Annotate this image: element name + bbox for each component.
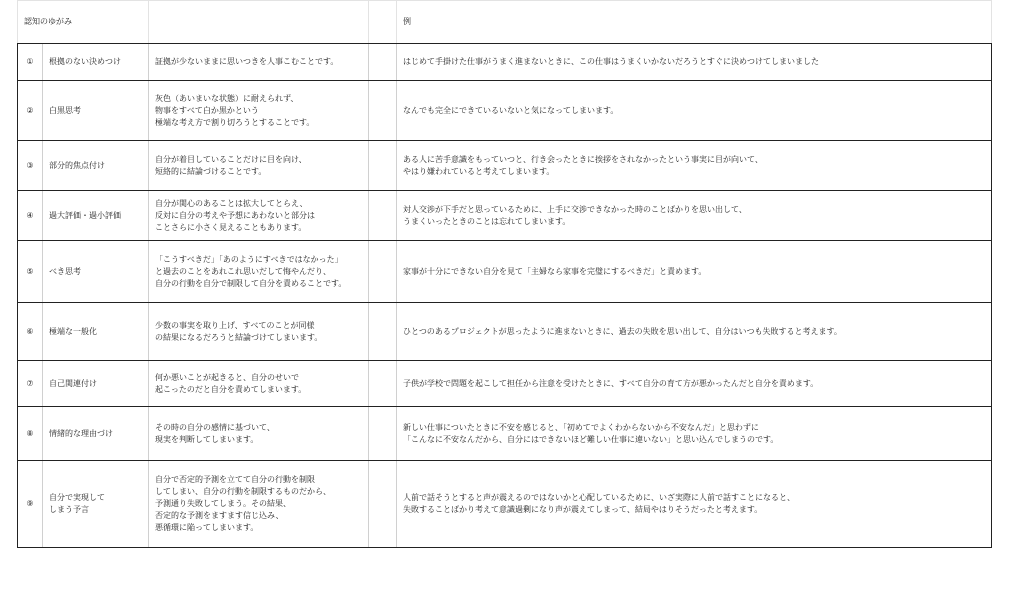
distortion-description-cell-line: 自分の行動を自分で制限して自分を責めることです。 [155, 278, 347, 288]
distortion-name-cell-line: 部分的焦点付け [49, 160, 105, 170]
example-cell-line: ある人に苦手意識をもっていつと、行き会ったときに挨拶をされなかったという事実に目が向いて、 [403, 154, 763, 164]
distortion-description-cell-line: 短絡的に結論づけることです。 [155, 166, 267, 176]
distortion-name-cell [43, 191, 149, 241]
header-example: 例 [403, 17, 411, 26]
distortion-name-cell [43, 241, 149, 303]
distortion-name-cell [43, 81, 149, 141]
distortion-description-cell-line: と過去のことをあれこれ思いだして悔やんだり、 [155, 266, 331, 276]
distortion-description-cell-line: 極端な考え方で割り切ろうとすることです。 [155, 117, 315, 127]
distortion-description-cell-line: 物事をすべて白か黒かという [155, 105, 259, 115]
distortion-description-cell [149, 81, 369, 141]
gap-cell [369, 461, 397, 548]
example-cell [397, 303, 992, 361]
example-cell [397, 191, 992, 241]
header-title-cell [18, 1, 149, 44]
example-cell [397, 44, 992, 81]
table-row [18, 303, 992, 361]
row-number-cell: ⑥ [18, 303, 43, 361]
distortion-description-cell-line: 自分が着目していることだけに目を向け、 [155, 154, 307, 164]
distortion-name-cell [43, 303, 149, 361]
distortion-description-cell-line: 反対に自分の考えや予想にあわないと部分は [155, 210, 315, 220]
distortion-description-cell-line: の結果になるだろうと結論づけてしまいます。 [155, 332, 323, 342]
distortion-name-cell [43, 407, 149, 461]
distortion-name-cell [43, 361, 149, 407]
distortion-description-cell [149, 44, 369, 81]
example-cell [397, 81, 992, 141]
table-row [18, 141, 992, 191]
example-cell [397, 241, 992, 303]
example-cell [397, 361, 992, 407]
example-cell-line: 人前で話そうとすると声が震えるのではないかと心配しているために、いざ実際に人前で話すことになると、 [403, 493, 795, 502]
distortion-description-cell [149, 361, 369, 407]
example-cell-line: 子供が学校で問題を起こして担任から注意を受けたときに、すべて自分の育て方が悪かったんだと自分を責めます。 [403, 378, 819, 388]
table-row [18, 191, 992, 241]
table-row [18, 44, 992, 81]
distortion-description-cell [149, 241, 369, 303]
header-row [18, 1, 992, 44]
distortion-name-cell [43, 141, 149, 191]
distortion-description-cell-line: 悪循環に陥ってしまいます。 [155, 523, 259, 532]
row-number-cell: ② [18, 81, 43, 141]
distortion-name-cell-line: 情緒的な理由づけ [49, 428, 113, 438]
distortion-description-cell-line: 少数の事実を取り上げ、すべてのことが同様 [155, 320, 315, 330]
example-cell [397, 461, 992, 548]
cognitive-distortions-table [17, 0, 992, 548]
table-row [18, 241, 992, 303]
example-cell-line: 失敗することばかり考えて意識過剰になり声が震えてしまって、結局やはりそうだったと考えます。 [403, 505, 763, 514]
distortion-description-cell-line: 「こうすべきだ」「あのようにすべきではなかった」 [155, 254, 343, 264]
example-cell-line: うまくいったときのことは忘れてしまいます。 [403, 216, 571, 226]
header-example-cell [397, 1, 992, 44]
row-number-cell: ① [18, 44, 43, 81]
distortion-name-cell-line: しまう予言 [49, 505, 89, 514]
distortion-description-cell-line: 自分が関心のあることは拡大してとらえ、 [155, 198, 308, 208]
gap-cell [369, 407, 397, 461]
distortion-name-cell-line: 自己関連付け [49, 378, 97, 388]
header-blank-cell [149, 1, 369, 44]
distortion-description-cell [149, 407, 369, 461]
gap-cell [369, 141, 397, 191]
example-cell-line: 家事が十分にできない自分を見て「主婦なら家事を完璧にするべきだ」と責めます。 [403, 266, 707, 276]
gap-cell [369, 241, 397, 303]
table-row [18, 407, 992, 461]
distortion-description-cell-line: 起こったのだと自分を責めてしまいます。 [155, 384, 307, 394]
distortion-description-cell [149, 461, 369, 548]
gap-cell [369, 44, 397, 81]
distortion-name-cell [43, 44, 149, 81]
distortion-name-cell-line: べき思考 [49, 266, 81, 276]
example-cell-line: ひとつのあるプロジェクトが思ったように進まないときに、過去の失敗を思い出して、自分はいつも失敗すると考えます。 [403, 326, 842, 336]
distortion-description-cell [149, 303, 369, 361]
gap-cell [369, 81, 397, 141]
header-gap-cell [369, 1, 397, 44]
row-number-cell: ⑧ [18, 407, 43, 461]
table-row [18, 461, 992, 548]
distortion-description-cell-line: 何か悪いことが起きると、自分のせいで [155, 372, 299, 382]
gap-cell [369, 303, 397, 361]
example-cell-line: 対人交渉が下手だと思っているために、上手に交渉できなかった時のことばかりを思い出して、 [403, 204, 747, 214]
distortion-description-cell-line: 現実を判断してしまいます。 [155, 434, 259, 444]
row-number-cell: ④ [18, 191, 43, 241]
distortion-name-cell-line: 根拠のない決めつけ [49, 57, 121, 66]
distortion-description-cell-line: してしまい、自分の行動を制限するものだから、 [155, 487, 331, 496]
distortion-description-cell [149, 191, 369, 241]
table-row [18, 81, 992, 141]
example-cell-line: 「こんなに不安なんだから、自分にはできないほど難しい仕事に違いない」と思い込んでしまうのです。 [403, 434, 779, 444]
distortion-description-cell-line: 予測通り失敗してしまう。その結果、 [155, 499, 291, 508]
distortion-description-cell-line: 自分で否定的予測を立てて自分の行動を制限 [155, 475, 315, 484]
row-number-cell: ⑤ [18, 241, 43, 303]
example-cell [397, 141, 992, 191]
distortion-description-cell [149, 141, 369, 191]
distortion-description-cell-line: 灰色（あいまいな状態）に耐えられず、 [155, 93, 299, 103]
row-number-cell: ⑨ [18, 461, 43, 548]
distortion-name-cell-line: 白黒思考 [49, 105, 81, 115]
distortion-name-cell-line: 過大評価・過小評価 [49, 210, 121, 220]
distortion-name-cell-line: 自分で実現して [49, 493, 105, 502]
example-cell-line: やはり嫌われていると考えてしまいます。 [403, 166, 555, 176]
distortion-name-cell-line: 極端な一般化 [49, 326, 97, 336]
example-cell-line: 新しい仕事についたときに不安を感じると、「初めてでよくわからないから不安なんだ」と思わずに [403, 422, 759, 432]
example-cell-line: はじめて手掛けた仕事がうまく進まないときに、この仕事はうまくいかないだろうとすぐに決めつけてしまいました [403, 57, 819, 66]
gap-cell [369, 361, 397, 407]
header-title: 認知のゆがみ [24, 17, 72, 26]
distortion-description-cell-line: その時の自分の感情に基づいて、 [155, 422, 275, 432]
distortion-description-cell-line: 否定的な予測をますます信じ込み、 [155, 511, 284, 520]
row-number-cell: ⑦ [18, 361, 43, 407]
distortion-name-cell [43, 461, 149, 548]
example-cell [397, 407, 992, 461]
distortion-description-cell-line: 証拠が少ないままに思いつきを人事こむことです。 [155, 57, 339, 66]
distortion-description-cell-line: ことさらに小さく見えることもあります。 [155, 222, 307, 232]
gap-cell [369, 191, 397, 241]
row-number-cell: ③ [18, 141, 43, 191]
table-row [18, 361, 992, 407]
example-cell-line: なんでも完全にできているいないと気になってしまいます。 [403, 105, 619, 115]
